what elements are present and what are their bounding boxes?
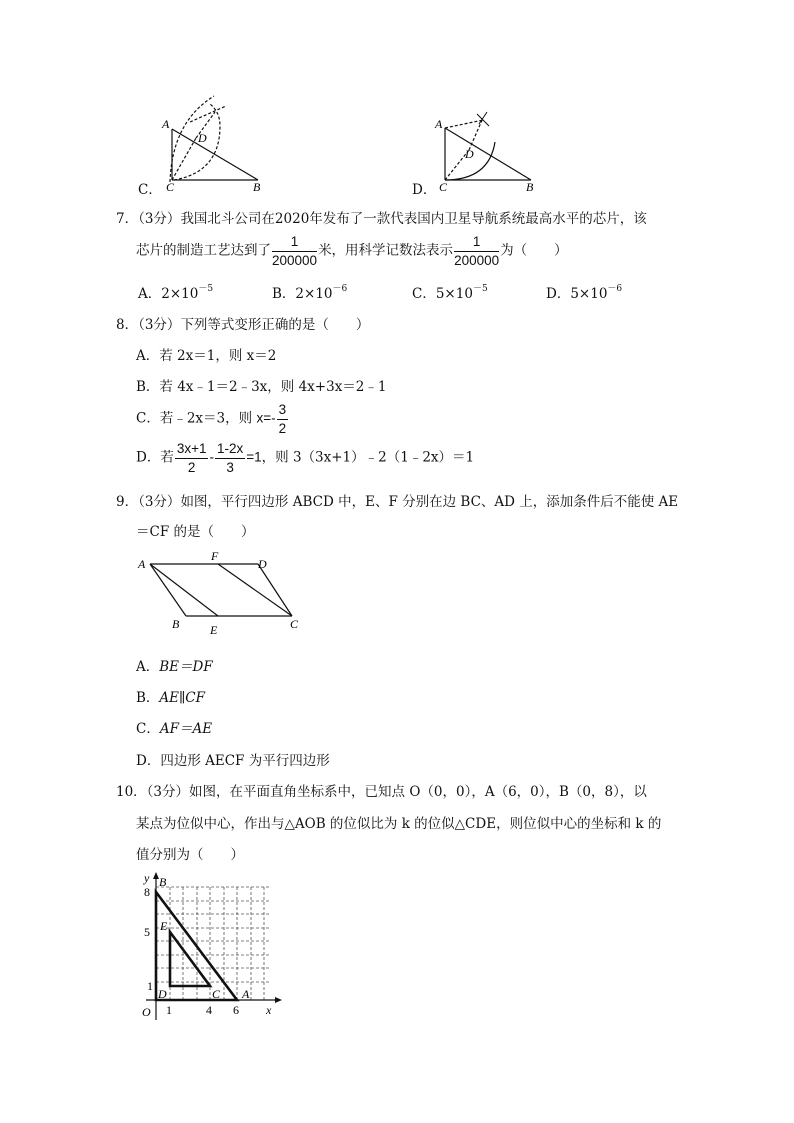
point-e-label: E <box>160 919 168 933</box>
question-10-line1 <box>116 780 647 800</box>
point-c-label: C <box>290 617 299 631</box>
question-7-option-d[interactable]: D．$5\times 10^{-6}$ <box>546 284 623 302</box>
option-d-label: D． <box>412 182 437 198</box>
point-c-label: C <box>166 180 175 192</box>
fraction-1-over-200000: $\frac{1}{200000}$ <box>272 234 318 268</box>
parallelogram-figure <box>130 550 310 640</box>
point-d-label: D <box>465 147 474 161</box>
question-7-text-a: 芯片的制造工艺达到了 <box>136 242 271 259</box>
question-8-option-b[interactable]: B．若 4x﹣1＝2﹣3x，则 4x+3x＝2﹣1 <box>136 379 387 395</box>
tick-label-x-6: 6 <box>233 1003 239 1017</box>
point-b-label: B <box>172 617 180 631</box>
point-a-label: A <box>242 987 250 1001</box>
question-10-line3: 值分别为（ ） <box>136 847 244 863</box>
question-7-line2 <box>136 235 568 267</box>
question-10-text: 如图，在平面直角坐标系中，已知点 O（0，0），A（6，0），B（0，8），以 <box>189 784 647 800</box>
point-a-label: A <box>162 117 170 131</box>
point-d-label: D <box>258 557 267 571</box>
fraction-1-minus-2x-over-3: $\frac{1-2x}{3}$ <box>216 441 244 475</box>
question-7-text-c: 为（ ） <box>500 242 568 259</box>
question-9-line2: ＝CF 的是（ ） <box>136 524 255 540</box>
fraction-1-over-200000-second: $\frac{1}{200000}$ <box>454 234 500 268</box>
coordinate-grid-figure <box>138 868 288 1028</box>
question-8-stem <box>116 313 369 333</box>
fraction-3x-plus-1-over-2: $\frac{3x+1}{2}$ <box>176 441 207 475</box>
question-7-option-a[interactable]: A．$2\times 10^{-5}$ <box>138 284 214 302</box>
tick-label-x-4: 4 <box>206 1003 212 1017</box>
question-8-option-c[interactable]: C．若﹣2x＝3，则 x=- $\frac{3}{2}$ <box>136 402 287 436</box>
point-d-label: D <box>158 987 167 1001</box>
point-b-label: B <box>526 180 534 192</box>
tick-label-y-8: 8 <box>144 885 150 899</box>
question-9-text: 如图，平行四边形 ABCD 中，E、F 分别在边 BC、AD 上，添加条件后不能使 AE <box>180 494 679 510</box>
point-a-label: A <box>138 557 146 571</box>
point-f-label: F <box>211 550 219 563</box>
y-axis-label: y <box>144 871 150 885</box>
question-9-option-a[interactable]: A．BE＝DF <box>136 659 213 675</box>
point-c-label: C <box>439 180 448 192</box>
tick-label-x-1: 1 <box>166 1003 172 1017</box>
question-9-option-d[interactable]: D．四边形 AECF 为平行四边形 <box>136 753 330 769</box>
question-9-number: 9．（3分） <box>116 494 181 510</box>
point-b-label: B <box>253 180 261 192</box>
question-7-option-b[interactable]: B．$2\times 10^{-6}$ <box>272 284 348 302</box>
question-8-number: 8．（3分） <box>116 317 181 333</box>
point-d-label: D <box>198 131 207 145</box>
origin-o-label: O <box>142 1005 151 1019</box>
point-e-label: E <box>210 623 218 637</box>
question-7-text-b: 米，用科学记数法表示 <box>318 242 454 259</box>
point-b-label: B <box>159 875 167 889</box>
tick-label-y-1: 1 <box>147 979 153 993</box>
point-a-label: A <box>435 117 443 131</box>
question-8-text: 下列等式变形正确的是（ ） <box>180 317 370 333</box>
question-7-number: 7．（3分） <box>116 211 181 227</box>
question-9-line1 <box>116 490 678 510</box>
point-c-label: C <box>212 987 221 1001</box>
fraction-3-over-2: $\frac{3}{2}$ <box>278 402 287 436</box>
question-8-option-d[interactable]: D．若 $\frac{3x+1}{2}$ - $\frac{1-2x}{3}$ =1，则 3（3x+1）﹣2（1﹣2x）＝1 <box>136 441 475 475</box>
x-axis-label: x <box>266 1003 272 1017</box>
question-7-line1 <box>116 207 647 227</box>
question-9-option-c[interactable]: C．AF＝AE <box>136 721 213 737</box>
tick-label-y-5: 5 <box>144 925 150 939</box>
question-9-option-b[interactable]: B．AE∥CF <box>136 690 205 706</box>
figure-option-c <box>150 92 270 192</box>
figure-option-d <box>425 106 545 192</box>
question-8-option-a[interactable]: A．若 2x＝1，则 x＝2 <box>136 348 277 364</box>
question-7-option-c[interactable]: C．$5\times 10^{-5}$ <box>412 284 488 302</box>
question-10-line2: 某点为位似中心，作出与△AOB 的位似比为 k 的位似△CDE，则位似中心的坐标和 k 的 <box>136 816 662 832</box>
question-10-number: 10．（3分） <box>116 784 190 800</box>
question-7-text: 我国北斗公司在2020年发布了一款代表国内卫星导航系统最高水平的芯片，该 <box>180 211 647 227</box>
option-c-label: C． <box>138 182 162 198</box>
